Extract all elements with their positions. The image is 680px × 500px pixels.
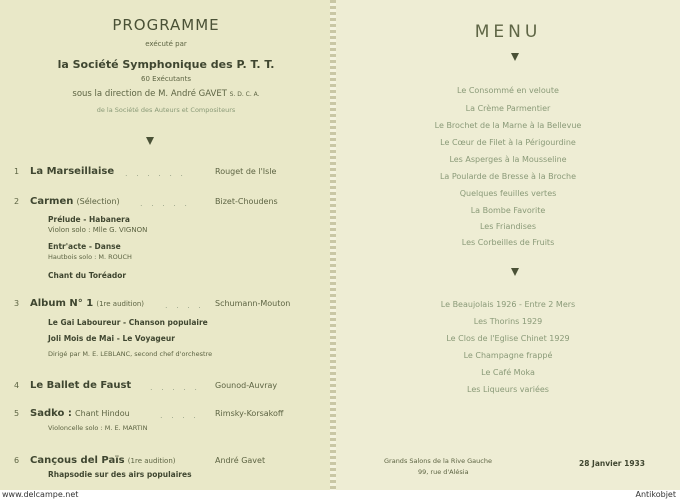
wine-item: Le Café Moka: [481, 368, 535, 377]
program-title: PROGRAMME: [112, 16, 220, 34]
item-title: La Marseillaise: [30, 166, 115, 177]
item-extra: Chant Hindou: [75, 409, 130, 418]
executants: 60 Exécutants: [141, 75, 191, 83]
album-sub2: Joli Mois de Mai - Le Voyageur: [48, 334, 175, 343]
dish-item: Les Friandises: [479, 222, 536, 231]
item-number: 1: [14, 167, 20, 176]
item-title-line: [30, 455, 176, 466]
item-composer: Rimsky-Korsakoff: [215, 409, 284, 418]
album-sub1: Le Gai Laboureur - Chanson populaire: [48, 318, 208, 327]
dish-item: La Bombe Favorite: [470, 206, 546, 215]
item-number: 2: [14, 197, 20, 206]
watermark-bar: [0, 490, 680, 500]
item-extra: (1re audition): [127, 457, 176, 465]
dot-leader: . . . .: [165, 301, 204, 310]
item-extra: (Sélection): [76, 197, 120, 206]
carmen-sub2: Entr'acte - Danse: [48, 242, 121, 251]
item-composer: André Gavet: [215, 456, 266, 465]
wine-item: Les Thorins 1929: [473, 317, 543, 326]
program-page: [0, 0, 332, 490]
watermark-left: www.delcampe.net: [2, 490, 79, 499]
item-composer: Bizet-Choudens: [215, 197, 278, 206]
dish-item: Le Cœur de Filet à la Périgourdine: [440, 138, 576, 147]
dish-item: La Poularde de Bresse à la Broche: [439, 172, 577, 181]
carmen-sub3: Chant du Toréador: [48, 271, 127, 280]
item-title: Carmen: [30, 196, 74, 207]
triangle-ornament-icon: [146, 137, 154, 145]
address: 99, rue d'Alésia: [418, 468, 469, 476]
carmen-sub1: Prélude - Habanera: [48, 215, 130, 224]
event-date: 28 Janvier 1933: [579, 459, 645, 468]
item-title: Album N° 1: [30, 298, 94, 309]
wine-item: Le Beaujolais 1926 - Entre 2 Mers: [440, 300, 576, 309]
carmen-sub2-solo: Hautbois solo : M. ROUCH: [48, 253, 132, 261]
item-composer: Rouget de l'Isle: [215, 167, 277, 176]
item-composer: Gounod-Auvray: [215, 381, 278, 390]
wine-item: Le Champagne frappé: [463, 351, 553, 360]
dot-leader: . . . . .: [150, 383, 200, 392]
item-extra: (1re audition): [96, 300, 145, 308]
dish-item: La Crème Parmentier: [465, 104, 551, 113]
society-of-authors: de la Société des Auteurs et Compositeurs: [96, 106, 236, 114]
dot-leader: . . . .: [160, 411, 199, 420]
item-number: 3: [14, 299, 20, 308]
cancous-sub: Rhapsodie sur des airs populaires: [48, 470, 192, 479]
watermark-right: Antikobjet: [635, 490, 676, 499]
item-title-line: [30, 196, 120, 207]
executed-by: exécuté par: [145, 40, 187, 48]
direction-suffix: S. D. C. A.: [229, 91, 260, 98]
item-number: 5: [14, 409, 20, 418]
carmen-sub1-solo: Violon solo : Mlle G. VIGNON: [48, 226, 148, 234]
triangle-ornament-icon: [511, 53, 519, 61]
dish-item: Le Brochet de la Marne à la Bellevue: [434, 121, 582, 130]
item-title: Le Ballet de Faust: [30, 380, 132, 391]
dot-leader: . . . . . .: [125, 169, 186, 178]
item-title-line: [30, 298, 144, 309]
society-name: la Société Symphonique des P. T. T.: [57, 58, 275, 71]
dish-item: Les Asperges à la Mousseline: [449, 155, 567, 164]
item-number: 4: [14, 381, 20, 390]
direction-text: sous la direction de M. André GAVET: [72, 89, 227, 99]
menu-page: [336, 0, 680, 490]
item-title: Cançous del Païs: [30, 455, 125, 466]
dot-leader: . . . . .: [140, 199, 190, 208]
wine-item: Les Liqueurs variées: [467, 385, 549, 394]
item-title: Sadko :: [30, 408, 72, 419]
triangle-ornament-icon: [511, 268, 519, 276]
item-title-line: [30, 408, 130, 419]
dish-item: Quelques feuilles vertes: [459, 189, 557, 198]
sadko-solo: Violoncelle solo : M. E. MARTIN: [48, 424, 148, 432]
wine-item: Le Clos de l'Eglise Chinet 1929: [446, 334, 570, 343]
direction-line: [0, 89, 332, 99]
menu-title: MENU: [474, 22, 542, 42]
dish-item: Le Consommé en veloute: [457, 86, 559, 95]
item-composer: Schumann-Mouton: [215, 299, 291, 308]
album-direction: Dirigé par M. E. LEBLANC, second chef d'orchestre: [48, 350, 213, 358]
venue: Grands Salons de la Rive Gauche: [384, 457, 492, 465]
item-number: 6: [14, 456, 20, 465]
dish-item: Les Corbeilles de Fruits: [461, 238, 555, 247]
